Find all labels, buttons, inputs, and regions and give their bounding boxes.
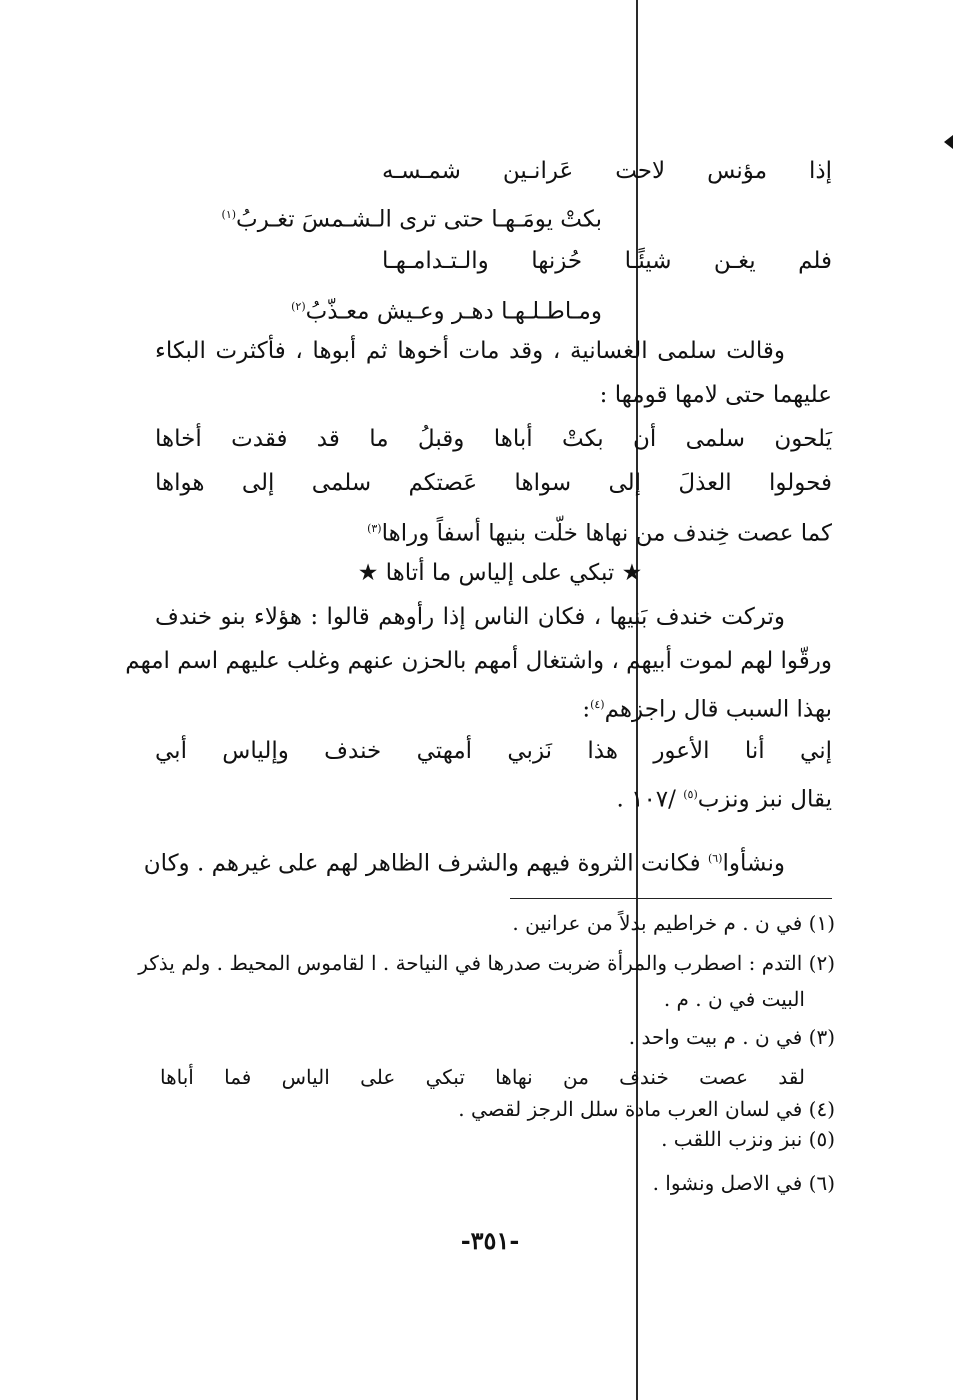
para1-line-2: عليهما حتى لامها قومها : — [599, 382, 832, 408]
poem2-line-2: فحولوا العذلَ إلى سواها عَصتكم سلمى إلى هواها — [155, 470, 832, 496]
para3-start: ونشأوا — [722, 850, 785, 877]
verse3-line-2-text: يقال نبز ونزب — [697, 786, 832, 813]
para3-line-1 — [143, 844, 785, 879]
footnote-ref-2: (٢) — [291, 300, 306, 313]
footnote-3-verse: لقد عصت خندف من نهاها تبكي على الياس فما أباها — [160, 1065, 805, 1089]
poem2-line-4: ★ تبكي على إلياس ما أتاها ★ — [357, 560, 643, 586]
footnote-3: (٣) في ن . م بيت واحد . — [628, 1025, 835, 1049]
footnote-6: (٦) في الاصل ونشوا . — [652, 1171, 835, 1195]
footnote-2-line-1: (٢) التدم : اصطرب والمرأة ضربت صدرها في النياحة . ا لقاموس المحيط . ولم يذكر — [138, 951, 835, 975]
footnote-ref-1: (١) — [221, 208, 237, 221]
para2-line-2: ورقّوا لهم لموت أبيهم ، واشتغال أمهم بالحزن عنهم وغلب عليهم اسم امهم — [125, 648, 832, 674]
footnote-2-line-2: البيت في ن . م . — [663, 987, 805, 1011]
footnote-divider — [510, 898, 832, 899]
poem2-line-3 — [155, 514, 832, 549]
poem-line-2 — [150, 200, 602, 235]
page-edge-mark — [944, 135, 953, 149]
footnote-4: (٤) في لسان العرب مادة سلل الرجز لقصي . — [458, 1097, 835, 1121]
verse3-line-2 — [155, 780, 832, 815]
para2-line-3-text: بهذا السبب قال راجزهم — [604, 696, 832, 723]
poem2-line-1: يَلحون سلمى أن بكتْ أباها وقبلُ ما قد فقدت أخاها — [155, 426, 832, 452]
para1-line-1: وقالت سلمى الغسانية ، وقد مات أخوها ثم أبوها ، فأكثرت البكاء — [155, 338, 785, 364]
poem-line-4 — [150, 292, 602, 327]
footnote-1: (١) في ن . م خراطيم بدلاً من عرانين . — [512, 911, 835, 935]
para2-line-3 — [155, 690, 832, 725]
para2-line-3-end: : — [582, 696, 591, 723]
footnote-5: (٥) نبز ونزب اللقب . — [661, 1127, 835, 1151]
poem-line-2-text: بكتْ يومَـهـا حتى ترى الـشـمسَ تغـربُ — [236, 206, 602, 233]
poem-line-1: إذا مؤنس لاحت عَرانـين شمـسـه — [382, 158, 832, 184]
footnote-ref-5: (٥) — [683, 788, 698, 801]
poem2-line-3-text: كما عصت خِندف من نهاها خلّت بنيها أسفاً وراها — [381, 520, 832, 547]
footnote-ref-6: (٦) — [707, 852, 723, 865]
poem-line-3: فلم يغـن شيئًـا حُزنها والـتـدامـهـا — [382, 248, 832, 274]
poem-line-4-text: ومـاطـلـهـا دهـر وعـيش معـذّبُ — [305, 298, 602, 325]
footnote-ref-4: (٤) — [590, 698, 605, 711]
volume-page-ref: /١٠٧ . — [616, 786, 676, 813]
page-number: -٣٥١- — [460, 1226, 520, 1255]
para3-rest: فكانت الثروة فيهم والشرف الظاهر لهم على غيرهم . وكان — [143, 850, 701, 877]
para2-line-1: وتركت خندف بَنيها ، فكان الناس إذا رأوهم قالوا : هؤلاء بنو خندف — [155, 604, 785, 630]
footnote-ref-3: (٣) — [367, 522, 382, 535]
verse3-line-1: إني أنا الأعور هذا نَزبي أمهتي خندف وإلياس أبي — [155, 738, 832, 764]
